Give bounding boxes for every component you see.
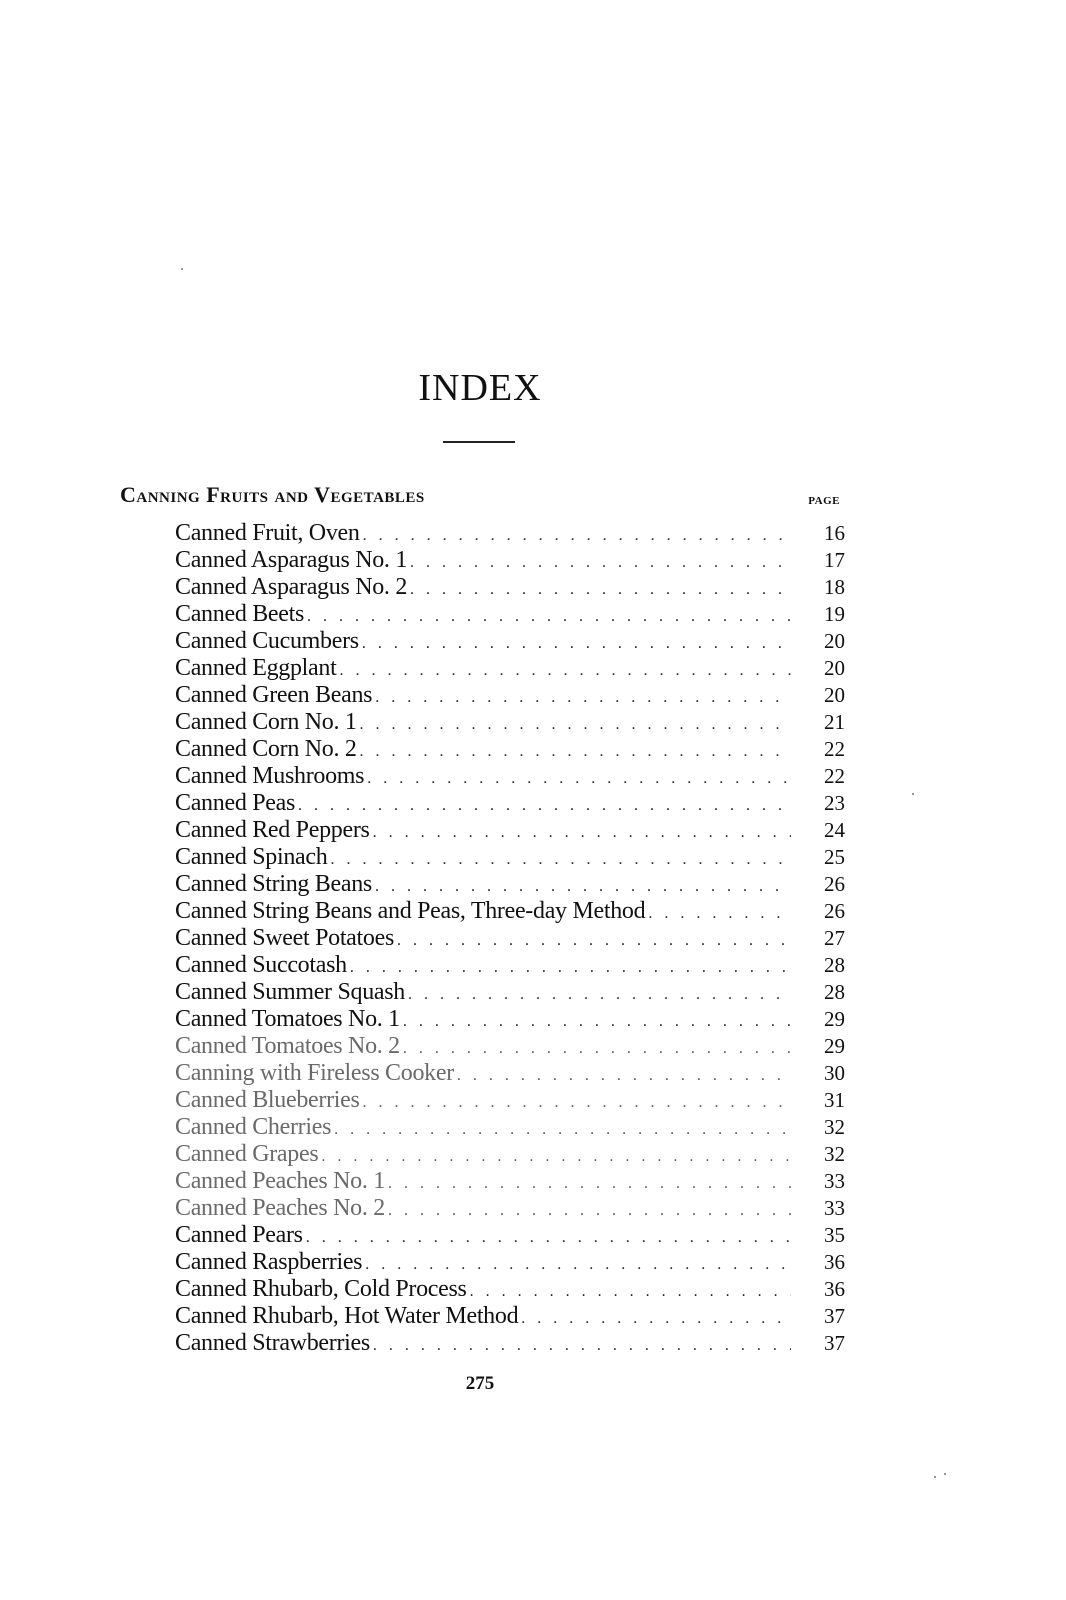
dot-leader [350, 954, 791, 981]
index-entry [175, 871, 845, 898]
dot-leader [321, 1143, 791, 1170]
index-entry [175, 1006, 845, 1033]
entry-page: 18 [824, 575, 845, 599]
scan-speck [944, 1473, 946, 1475]
entry-page: 28 [824, 953, 845, 977]
index-entry [175, 952, 845, 979]
dot-leader [367, 765, 791, 792]
index-entry [175, 844, 845, 871]
dot-leader [375, 873, 791, 900]
index-entry [175, 898, 845, 925]
entry-page: 24 [824, 818, 845, 842]
entry-page: 29 [824, 1034, 845, 1058]
entry-page: 29 [824, 1007, 845, 1031]
index-entry [175, 1114, 845, 1141]
entry-page: 19 [824, 602, 845, 626]
entry-page: 37 [824, 1331, 845, 1355]
entry-label: Canned Fruit, Oven [175, 520, 360, 546]
index-entry [175, 709, 845, 736]
index-entry [175, 574, 845, 601]
entry-page: 22 [824, 737, 845, 761]
dot-leader [339, 657, 791, 684]
entry-label: Canned Tomatoes No. 2 [175, 1033, 400, 1059]
dot-leader [388, 1197, 791, 1224]
entry-page: 32 [824, 1142, 845, 1166]
entry-page: 22 [824, 764, 845, 788]
entry-label: Canned Strawberries [175, 1330, 370, 1356]
scan-speck [181, 268, 183, 270]
entry-page: 20 [824, 656, 845, 680]
entry-label: Canned Rhubarb, Hot Water Method [175, 1303, 519, 1329]
entry-page: 33 [824, 1196, 845, 1220]
entry-label: Canned Red Peppers [175, 817, 370, 843]
entry-label: Canned Cherries [175, 1114, 332, 1140]
entry-label: Canned String Beans [175, 871, 372, 897]
entry-page: 20 [824, 629, 845, 653]
page-column-label: PAGE [808, 495, 840, 507]
entry-label: Canned Spinach [175, 844, 328, 870]
entry-label: Canned Raspberries [175, 1249, 363, 1275]
entry-page: 26 [824, 872, 845, 896]
index-entry [175, 817, 845, 844]
index-entry [175, 1033, 845, 1060]
dot-leader [403, 1035, 791, 1062]
scan-speck [934, 1476, 936, 1478]
dot-leader [360, 711, 791, 738]
index-entry [175, 520, 845, 547]
dot-leader [365, 1251, 791, 1278]
entry-page: 25 [824, 845, 845, 869]
dot-leader [360, 738, 791, 765]
entry-label: Canned Cucumbers [175, 628, 359, 654]
index-entry [175, 1060, 845, 1087]
entry-page: 37 [824, 1304, 845, 1328]
dot-leader [373, 1332, 791, 1359]
index-entry [175, 1222, 845, 1249]
entry-page: 21 [824, 710, 845, 734]
entry-label: Canned Peaches No. 1 [175, 1168, 385, 1194]
dot-leader [410, 576, 791, 603]
index-entry [175, 1276, 845, 1303]
entry-label: Canned Asparagus No. 2 [175, 574, 408, 600]
index-entry [175, 1330, 845, 1357]
index-entry [175, 628, 845, 655]
entry-label: Canned Eggplant [175, 655, 337, 681]
entry-page: 16 [824, 521, 845, 545]
dot-leader [363, 522, 791, 549]
entry-page: 30 [824, 1061, 845, 1085]
entry-label: Canned Succotash [175, 952, 347, 978]
entry-label: Canned Corn No. 1 [175, 709, 357, 735]
entry-label: Canned Sweet Potatoes [175, 925, 394, 951]
dot-leader [307, 603, 791, 630]
dot-leader [521, 1305, 791, 1332]
dot-leader [408, 981, 791, 1008]
index-entry [175, 1141, 845, 1168]
entry-label: Canned Summer Squash [175, 979, 405, 1005]
dot-leader [375, 684, 791, 711]
index-entry [175, 790, 845, 817]
dot-leader [330, 846, 791, 873]
dot-leader [410, 549, 791, 576]
entry-label: Canned Mushrooms [175, 763, 365, 789]
index-entry [175, 1195, 845, 1222]
index-entry [175, 736, 845, 763]
entry-page: 20 [824, 683, 845, 707]
entry-label: Canned Rhubarb, Cold Process [175, 1276, 467, 1302]
section-heading: Canning Fruits and Vegetables [120, 482, 425, 507]
entry-page: 36 [824, 1277, 845, 1301]
index-entry [175, 601, 845, 628]
dot-leader [373, 819, 791, 846]
entry-page: 23 [824, 791, 845, 815]
entry-label: Canned String Beans and Peas, Three-day Method [175, 898, 646, 924]
dot-leader [298, 792, 791, 819]
index-entry [175, 655, 845, 682]
scan-speck [912, 793, 914, 795]
index-entry [175, 763, 845, 790]
entry-label: Canned Beets [175, 601, 305, 627]
entry-page: 35 [824, 1223, 845, 1247]
dot-leader [470, 1278, 791, 1305]
index-entries [175, 520, 845, 1357]
entry-page: 28 [824, 980, 845, 1004]
dot-leader [363, 1089, 791, 1116]
dot-leader [403, 1008, 791, 1035]
entry-page: 27 [824, 926, 845, 950]
entry-page: 26 [824, 899, 845, 923]
dot-leader [648, 900, 791, 927]
index-entry [175, 1303, 845, 1330]
entry-label: Canned Grapes [175, 1141, 319, 1167]
entry-label: Canned Tomatoes No. 1 [175, 1006, 400, 1032]
entry-label: Canned Corn No. 2 [175, 736, 357, 762]
entry-page: 31 [824, 1088, 845, 1112]
dot-leader [362, 630, 791, 657]
dot-leader [306, 1224, 791, 1251]
entry-label: Canned Peaches No. 2 [175, 1195, 385, 1221]
page-title: INDEX [418, 367, 542, 409]
index-entry [175, 547, 845, 574]
entry-page: 17 [824, 548, 845, 572]
dot-leader [334, 1116, 791, 1143]
index-entry [175, 1249, 845, 1276]
entry-label: Canned Asparagus No. 1 [175, 547, 408, 573]
index-entry [175, 1087, 845, 1114]
entry-page: 36 [824, 1250, 845, 1274]
index-entry [175, 1168, 845, 1195]
dot-leader [388, 1170, 791, 1197]
index-entry [175, 979, 845, 1006]
entry-page: 32 [824, 1115, 845, 1139]
index-entry [175, 682, 845, 709]
page-number: 275 [465, 1373, 495, 1394]
index-entry [175, 925, 845, 952]
entry-label: Canned Peas [175, 790, 296, 816]
title-rule [443, 441, 515, 443]
entry-label: Canning with Fireless Cooker [175, 1060, 454, 1086]
dot-leader [457, 1062, 791, 1089]
entry-label: Canned Green Beans [175, 682, 373, 708]
dot-leader [397, 927, 791, 954]
entry-page: 33 [824, 1169, 845, 1193]
entry-label: Canned Blueberries [175, 1087, 360, 1113]
entry-label: Canned Pears [175, 1222, 303, 1248]
